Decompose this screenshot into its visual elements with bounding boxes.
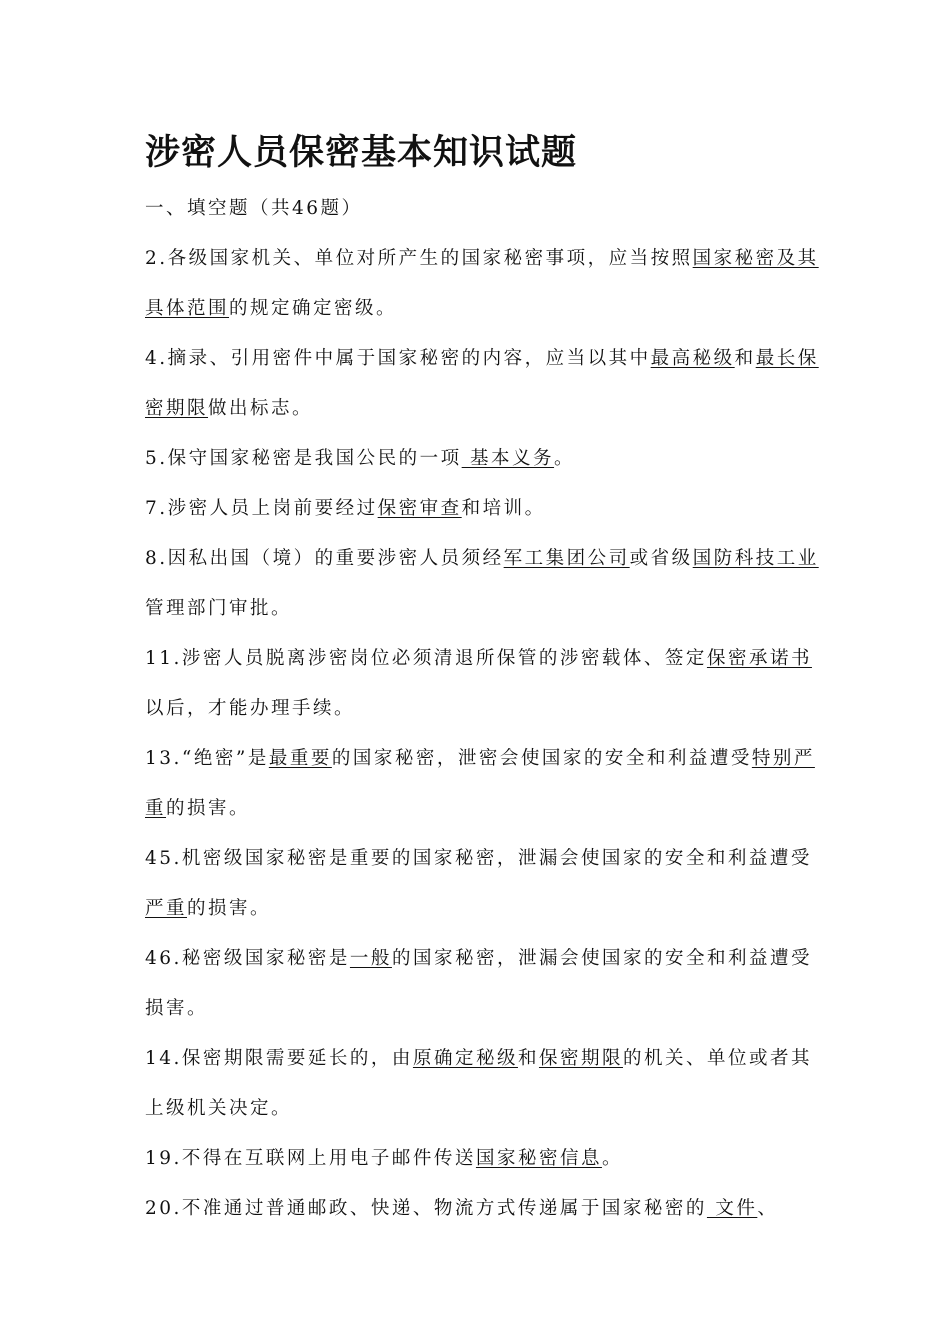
- answer-blank: 国家秘密信息: [475, 1148, 602, 1169]
- answer-blank: 严重: [145, 898, 188, 919]
- answer-blank: 国防科技工业: [692, 548, 819, 569]
- question-text: 20.不准通过普通邮政、快递、物流方式传递属于国家秘密的: [145, 1198, 707, 1219]
- question-text: 45.机密级国家秘密是重要的国家秘密，泄漏会使国家的安全和利益遭受: [145, 848, 812, 869]
- answer-blank: 最长保密期限: [145, 348, 819, 419]
- question-text: 和: [517, 1048, 539, 1069]
- section-heading: 一、填空题（共46题）: [145, 198, 363, 219]
- answer-blank: 特别严重: [145, 748, 815, 819]
- answer-blank: 一般: [349, 948, 392, 969]
- answer-blank: 文件: [706, 1198, 758, 1219]
- question-text: 2.各级国家机关、单位对所产生的国家秘密事项，应当按照: [145, 248, 693, 269]
- question-text: 46.秘密级国家秘密是: [145, 948, 350, 969]
- question-item: [145, 434, 825, 484]
- question-item: [145, 234, 825, 334]
- question-text: 以后，才能办理手续。: [145, 698, 356, 719]
- question-text: 的国家秘密，泄漏会使国家的安全和利益遭受损害。: [145, 948, 812, 1019]
- question-item: [145, 334, 825, 434]
- question-text: 。: [601, 1148, 623, 1169]
- question-text: 13.“绝密”是: [145, 748, 269, 769]
- answer-blank: 国家秘密及其具体范围: [145, 248, 819, 319]
- answer-blank: 保密承诺书: [706, 648, 812, 669]
- question-text: 的机关、单位或者其上级机关决定。: [145, 1048, 812, 1119]
- document-content: [145, 130, 825, 1234]
- question-text: 5.保守国家秘密是我国公民的一项: [145, 448, 462, 469]
- question-item: [145, 834, 825, 934]
- question-text: 4.摘录、引用密件中属于国家秘密的内容，应当以其中: [145, 348, 651, 369]
- question-text: 19.不得在互联网上用电子邮件传送: [145, 1148, 476, 1169]
- question-text: 7.涉密人员上岗前要经过: [145, 498, 378, 519]
- question-text: 14.保密期限需要延长的，由: [145, 1048, 413, 1069]
- document-title: 涉密人员保密基本知识试题: [145, 133, 578, 173]
- answer-blank: 最高秘级: [650, 348, 735, 369]
- question-item: [145, 734, 825, 834]
- answer-blank: 基本义务: [461, 448, 555, 469]
- question-item: [145, 1184, 825, 1234]
- question-text: 和: [734, 348, 756, 369]
- question-text: 。: [554, 448, 576, 469]
- question-text: 和培训。: [461, 498, 546, 519]
- question-item: [145, 484, 825, 534]
- answer-blank: 军工集团公司: [503, 548, 630, 569]
- question-text: 或省级: [629, 548, 693, 569]
- answer-blank: 最重要: [268, 748, 332, 769]
- question-list: [145, 234, 825, 1234]
- question-text: 管理部门审批。: [145, 598, 293, 619]
- question-text: 的损害。: [166, 798, 251, 819]
- question-text: 的国家秘密，泄密会使国家的安全和利益遭受: [331, 748, 752, 769]
- question-text: 8.因私出国（境）的重要涉密人员须经: [145, 548, 504, 569]
- question-item: [145, 1134, 825, 1184]
- question-text: 的规定确定密级。: [229, 298, 398, 319]
- answer-blank: 保密期限: [538, 1048, 623, 1069]
- question-item: [145, 934, 825, 1034]
- question-item: [145, 634, 825, 734]
- question-item: [145, 534, 825, 634]
- question-text: 、: [757, 1198, 779, 1219]
- answer-blank: 保密审查: [377, 498, 462, 519]
- question-item: [145, 1034, 825, 1134]
- question-text: 的损害。: [187, 898, 272, 919]
- answer-blank: 原确定秘级: [412, 1048, 518, 1069]
- question-text: 11.涉密人员脱离涉密岗位必须清退所保管的涉密载体、签定: [145, 648, 707, 669]
- question-text: 做出标志。: [208, 398, 314, 419]
